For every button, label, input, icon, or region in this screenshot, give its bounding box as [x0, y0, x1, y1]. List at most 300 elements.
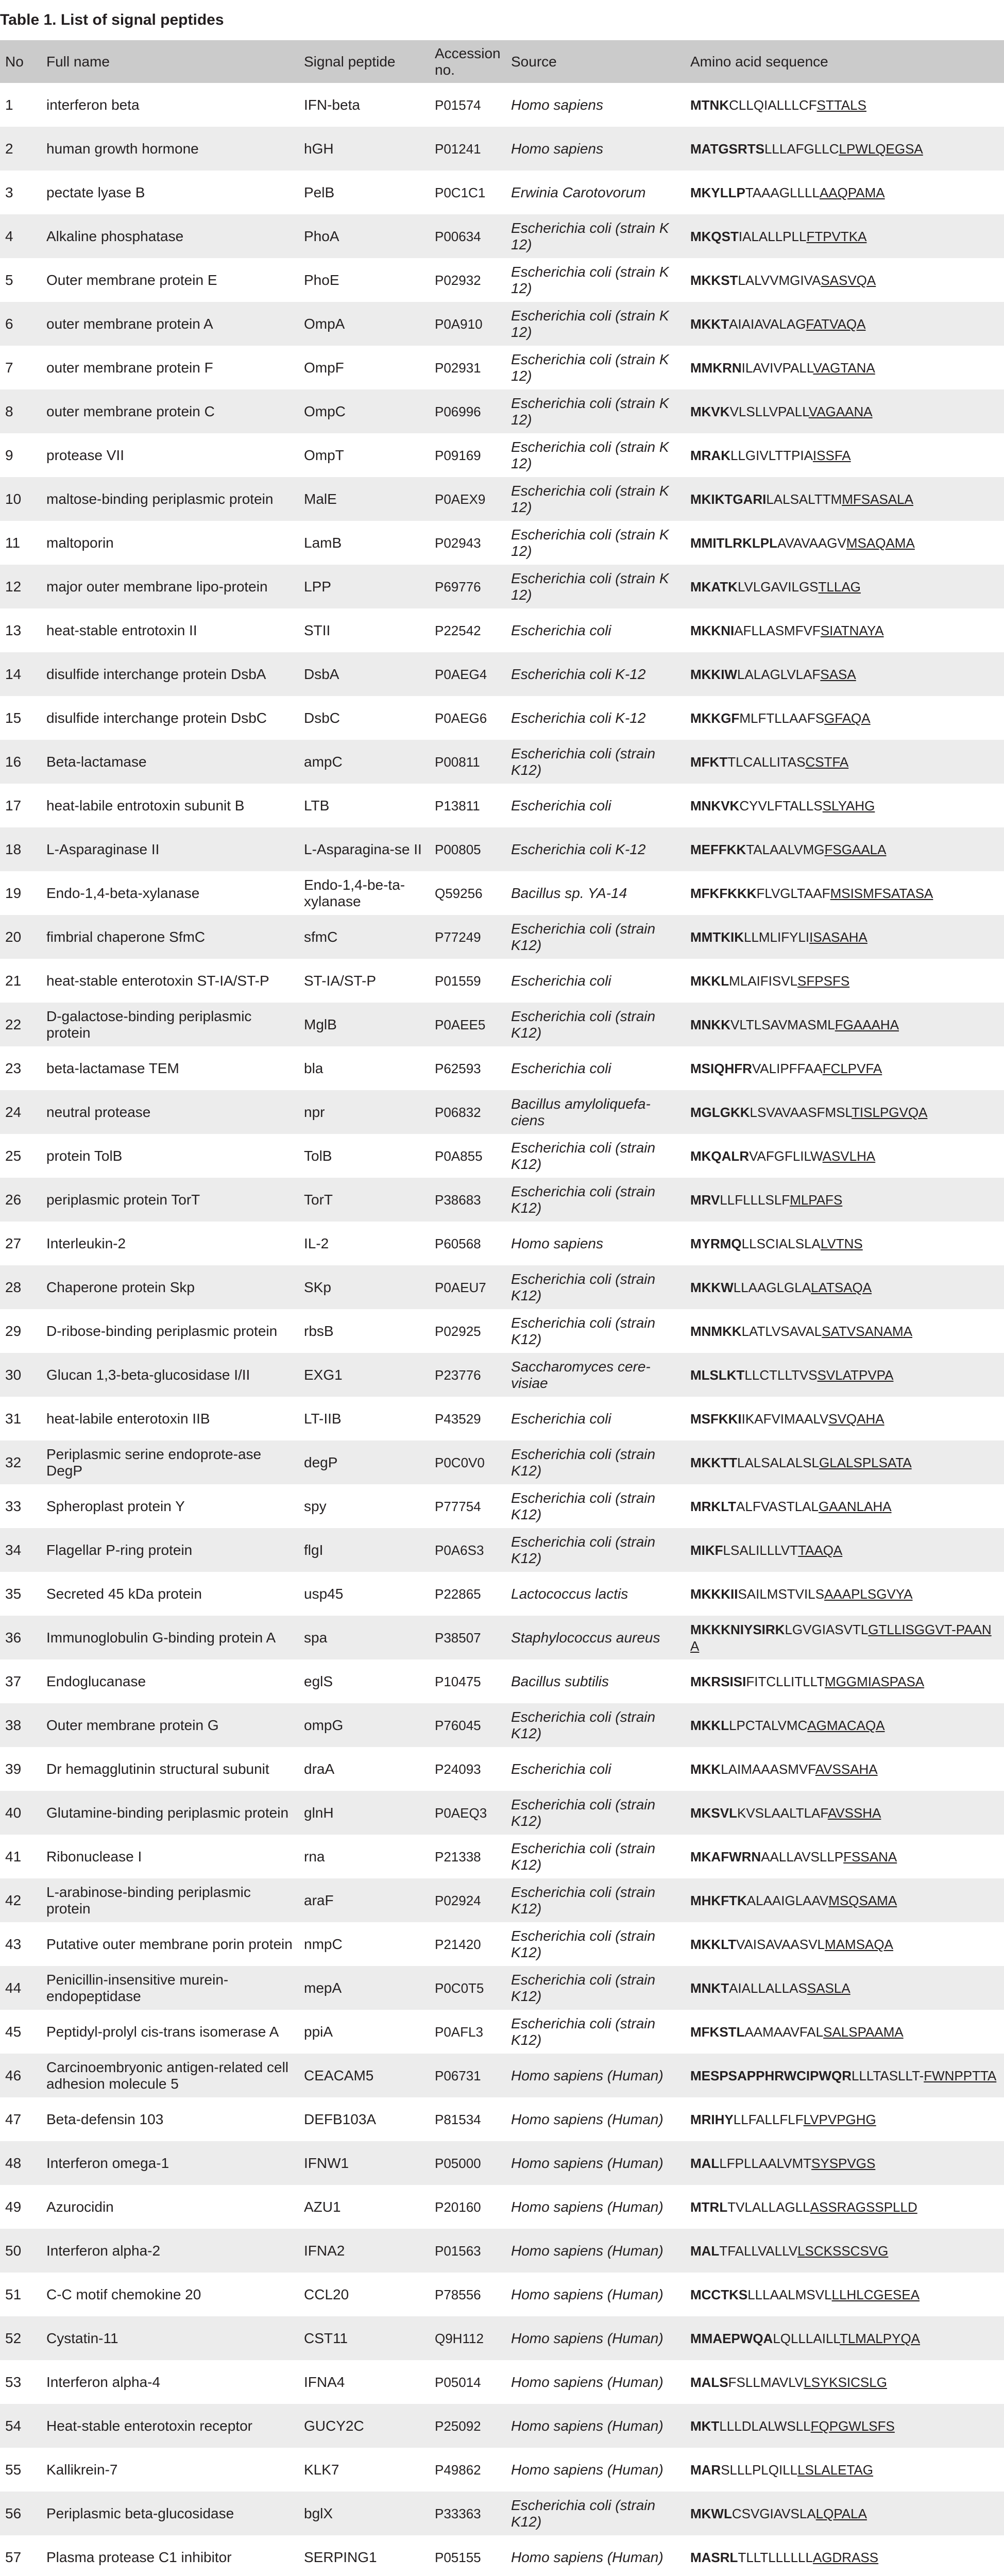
table-row	[0, 83, 1004, 127]
cell-full-name: Outer membrane protein G	[46, 1717, 219, 1733]
cell-number: 6	[5, 315, 13, 332]
cell-sequence	[685, 1484, 1004, 1528]
cell-signal-peptide: sfmC	[304, 928, 338, 945]
cell-number: 23	[5, 1060, 22, 1076]
seq-h-region: LALSALALSL	[737, 1454, 819, 1470]
cell-full-name: heat-stable entrotoxin II	[46, 622, 197, 638]
cell-signal-peptide: KLK7	[304, 2461, 339, 2478]
cell-source: Escherichia coli (strain K12)	[511, 1139, 656, 1172]
table-row	[0, 1046, 1004, 1090]
col-header-sequence: Amino acid sequence	[690, 53, 828, 70]
seq-h-region: LSALILLLVT	[723, 1542, 798, 1558]
seq-n-region: MASRL	[690, 2549, 738, 2565]
cell-accession: P25092	[435, 2418, 481, 2434]
cell-number: 40	[5, 1804, 22, 1821]
table-body	[0, 83, 1004, 2576]
col-header-source: Source	[511, 53, 557, 70]
seq-c-region: LLHLCGESEA	[831, 2286, 920, 2302]
cell-number: 45	[5, 2023, 22, 2040]
seq-h-region: LFPLLAALVMT	[719, 2155, 812, 2171]
seq-h-region: TLCALLITAS	[727, 754, 806, 770]
cell-accession: P22865	[435, 1586, 481, 1602]
cell-source: Escherichia coli (strain K12)	[511, 745, 656, 778]
seq-h-region: IKAFVIMAALV	[741, 1411, 829, 1427]
seq-h-region: VALIPFFAA	[752, 1060, 823, 1076]
seq-h-region: LSVAVAASFMSL	[750, 1104, 852, 1120]
seq-n-region: MNKVK	[690, 798, 740, 814]
cell-signal-peptide: bla	[304, 1060, 324, 1076]
table-caption: Table 1. List of signal peptides	[0, 11, 224, 28]
cell-number: 13	[5, 622, 22, 638]
cell-full-name: Glutamine-binding periplasmic protein	[46, 1804, 289, 1821]
cell-number: 39	[5, 1760, 22, 1777]
seq-n-region: MKKKII	[690, 1586, 738, 1602]
cell-sequence	[685, 171, 1004, 214]
cell-number: 38	[5, 1717, 22, 1733]
cell-accession: P62593	[435, 1060, 481, 1076]
cell-number: 57	[5, 2549, 22, 2565]
seq-c-region: GTLLISGGVT-PAANA	[690, 1621, 992, 1654]
seq-n-region: MFKSTL	[690, 2024, 745, 2040]
cell-signal-peptide: DsbA	[304, 666, 339, 682]
cell-sequence	[685, 477, 1004, 521]
cell-accession: P0AFL3	[435, 2024, 483, 2040]
cell-sequence	[685, 1178, 1004, 1222]
seq-c-region: SALSPAAMA	[823, 2024, 904, 2040]
cell-number: 49	[5, 2198, 22, 2215]
cell-accession: P0AEU7	[435, 1279, 486, 1295]
seq-c-region: VAGAANA	[808, 403, 873, 419]
cell-full-name: Chaperone protein Skp	[46, 1279, 195, 1295]
cell-number: 43	[5, 1936, 22, 1952]
cell-sequence	[685, 2010, 1004, 2054]
cell-source: Bacillus sp. YA-14	[511, 885, 627, 901]
seq-n-region: MEFFKK	[690, 841, 746, 857]
cell-signal-peptide: CCL20	[304, 2286, 349, 2302]
seq-h-region: LLAAGLGLA	[733, 1279, 811, 1295]
seq-n-region: MIKF	[690, 1542, 723, 1558]
cell-full-name: D-ribose-binding periplasmic protein	[46, 1323, 278, 1339]
cell-source: Bacillus subtilis	[511, 1673, 609, 1689]
cell-number: 5	[5, 272, 13, 288]
cell-source: Escherichia coli	[511, 1760, 611, 1777]
cell-sequence	[685, 1309, 1004, 1353]
seq-c-region: STTALS	[816, 97, 866, 113]
seq-h-region: LALVVMGIVA	[738, 272, 821, 288]
table-row	[0, 652, 1004, 696]
cell-full-name: disulfide interchange protein DsbC	[46, 709, 267, 726]
seq-c-region: GAANLAHA	[818, 1498, 892, 1514]
cell-full-name: Interleukin-2	[46, 1235, 126, 1251]
seq-h-region: LALAGLVLAF	[737, 666, 821, 682]
cell-signal-peptide: TorT	[304, 1191, 333, 1208]
seq-n-region: MLSLKT	[690, 1367, 745, 1383]
cell-accession: P77249	[435, 929, 481, 945]
cell-full-name: outer membrane protein C	[46, 403, 215, 419]
cell-signal-peptide: TolB	[304, 1147, 332, 1164]
cell-signal-peptide: OmpA	[304, 315, 345, 332]
seq-n-region: MRKLT	[690, 1498, 737, 1514]
cell-number: 48	[5, 2155, 22, 2171]
seq-n-region: MCCTKS	[690, 2286, 748, 2302]
seq-n-region: MKKL	[690, 1717, 729, 1733]
seq-n-region: MYRMQ	[690, 1235, 742, 1251]
seq-h-region: LLFALLFLF	[733, 2111, 804, 2127]
seq-c-region: MSAQAMA	[846, 535, 915, 551]
seq-h-region: TALAALVMG	[746, 841, 825, 857]
cell-accession: P0AEE5	[435, 1016, 486, 1032]
seq-c-region: FATVAQA	[806, 316, 866, 332]
seq-h-region: CLLQIALLLCF	[729, 97, 817, 113]
seq-h-region: LAIMAAASMVF	[721, 1761, 815, 1777]
table-row	[0, 2010, 1004, 2054]
cell-accession: P05000	[435, 2155, 481, 2171]
seq-c-region: AGDRASS	[812, 2549, 879, 2565]
cell-source: Homo sapiens (Human)	[511, 2461, 663, 2478]
table-row	[0, 959, 1004, 1003]
seq-c-region: TISLPGVQA	[852, 1104, 928, 1120]
cell-signal-peptide: nmpC	[304, 1936, 343, 1952]
cell-number: 1	[5, 96, 13, 113]
cell-sequence	[685, 258, 1004, 302]
cell-accession: P0A855	[435, 1148, 483, 1164]
cell-full-name: Penicillin-insensitive murein-endopeptidase	[46, 1971, 229, 2004]
cell-number: 53	[5, 2374, 22, 2390]
cell-accession: P01241	[435, 141, 481, 157]
cell-accession: P21420	[435, 1936, 481, 1952]
cell-accession: P00805	[435, 841, 481, 857]
cell-full-name: disulfide interchange protein DsbA	[46, 666, 266, 682]
cell-accession: P0C1C1	[435, 184, 486, 200]
cell-sequence	[685, 1222, 1004, 1265]
cell-source: Homo sapiens	[511, 96, 603, 113]
cell-sequence	[685, 1835, 1004, 1878]
seq-h-region: KVSLAALTLAF	[737, 1805, 828, 1821]
cell-number: 25	[5, 1147, 22, 1164]
cell-number: 32	[5, 1454, 22, 1470]
seq-c-region: SASVQA	[821, 272, 876, 288]
cell-number: 9	[5, 447, 13, 463]
cell-full-name: outer membrane protein F	[46, 359, 213, 376]
table-row	[0, 1659, 1004, 1703]
seq-h-region: LLSCIALSLA	[741, 1235, 821, 1251]
cell-signal-peptide: rna	[304, 1848, 325, 1865]
table-row	[0, 1966, 1004, 2010]
cell-accession: P23776	[435, 1367, 481, 1383]
cell-signal-peptide: CEACAM5	[304, 2067, 374, 2083]
cell-number: 7	[5, 359, 13, 376]
seq-n-region: MTNK	[690, 97, 729, 113]
cell-sequence	[685, 1265, 1004, 1309]
table-row	[0, 871, 1004, 915]
cell-sequence	[685, 871, 1004, 915]
cell-accession: P0AEX9	[435, 491, 486, 507]
seq-h-region: CSVGIAVSLA	[731, 2505, 816, 2521]
cell-source: Escherichia coli (strain K12)	[511, 2497, 656, 2530]
seq-n-region: MTRL	[690, 2199, 728, 2215]
table-row	[0, 2448, 1004, 2492]
cell-source: Escherichia coli (strain K12)	[511, 1489, 656, 1522]
cell-accession: P0A910	[435, 316, 483, 332]
seq-n-region: MKKNI	[690, 622, 735, 638]
table-row	[0, 1309, 1004, 1353]
cell-sequence	[685, 127, 1004, 171]
cell-sequence	[685, 1791, 1004, 1835]
seq-h-region: VLSLLVPALL	[729, 403, 809, 419]
seq-h-region: TAAAGLLLL	[745, 184, 820, 200]
cell-sequence	[685, 1616, 1004, 1659]
seq-h-region: SLLLPLQILL	[721, 2462, 798, 2478]
seq-n-region: MKKLT	[690, 1936, 737, 1952]
cell-signal-peptide: SERPING1	[304, 2549, 377, 2565]
cell-source: Homo sapiens (Human)	[511, 2286, 663, 2302]
cell-number: 54	[5, 2417, 22, 2434]
cell-full-name: human growth hormone	[46, 140, 199, 157]
cell-signal-peptide: IFNA4	[304, 2374, 345, 2390]
cell-accession: P06996	[435, 403, 481, 419]
cell-sequence	[685, 1090, 1004, 1134]
cell-number: 4	[5, 228, 13, 244]
cell-number: 3	[5, 184, 13, 200]
cell-sequence	[685, 2316, 1004, 2360]
cell-full-name: Heat-stable enterotoxin receptor	[46, 2417, 252, 2434]
seq-h-region: LATLVSAVAL	[741, 1323, 822, 1339]
seq-h-region: ILAVIVPALL	[741, 360, 813, 376]
seq-n-region: MHKFTK	[690, 1892, 747, 1908]
table-row	[0, 2185, 1004, 2229]
cell-source: Homo sapiens	[511, 140, 603, 157]
cell-signal-peptide: PhoE	[304, 272, 339, 288]
table-row	[0, 1178, 1004, 1222]
cell-sequence	[685, 959, 1004, 1003]
cell-signal-peptide: OmpF	[304, 359, 344, 376]
table-row	[0, 477, 1004, 521]
seq-n-region: MKKW	[690, 1279, 734, 1295]
cell-source: Escherichia coli	[511, 1410, 611, 1427]
table-row	[0, 127, 1004, 171]
cell-source: Escherichia coli (strain K 12)	[511, 482, 669, 515]
table-row	[0, 1747, 1004, 1791]
cell-accession: P02925	[435, 1323, 481, 1339]
cell-accession: P69776	[435, 579, 481, 595]
seq-c-region: MSISMFSATASA	[830, 885, 933, 901]
seq-c-region: SFPSFS	[797, 973, 850, 989]
cell-signal-peptide: LTB	[304, 797, 330, 814]
cell-accession: P06731	[435, 2067, 481, 2083]
seq-c-region: LSLALETAG	[797, 2462, 874, 2478]
cell-signal-peptide: draA	[304, 1760, 335, 1777]
cell-sequence	[685, 1046, 1004, 1090]
table-row	[0, 2360, 1004, 2404]
table-row	[0, 1265, 1004, 1309]
cell-full-name: Periplasmic serine endoprote-ase DegP	[46, 1446, 262, 1479]
seq-c-region: MAMSAQA	[825, 1936, 893, 1952]
table-row	[0, 2273, 1004, 2316]
cell-source: Homo sapiens (Human)	[511, 2155, 663, 2171]
seq-n-region: MKQALR	[690, 1148, 750, 1164]
table-row	[0, 1528, 1004, 1572]
cell-full-name: heat-labile entrotoxin subunit B	[46, 797, 245, 814]
seq-h-region: AIAIAVALAG	[729, 316, 806, 332]
cell-sequence	[685, 346, 1004, 389]
cell-signal-peptide: AZU1	[304, 2198, 341, 2215]
seq-n-region: MFKFKKK	[690, 885, 757, 901]
cell-full-name: L-Asparaginase II	[46, 841, 160, 857]
cell-number: 17	[5, 797, 22, 814]
cell-full-name: Interferon omega-1	[46, 2155, 169, 2171]
cell-accession: Q59256	[435, 885, 483, 901]
cell-full-name: interferon beta	[46, 96, 140, 113]
cell-number: 12	[5, 578, 22, 595]
cell-signal-peptide: npr	[304, 1104, 325, 1120]
cell-sequence	[685, 915, 1004, 959]
seq-n-region: MSFKKI	[690, 1411, 742, 1427]
cell-source: Escherichia coli K-12	[511, 709, 646, 726]
seq-c-region: SASA	[820, 666, 856, 682]
cell-number: 16	[5, 753, 22, 770]
cell-signal-peptide: DEFB103A	[304, 2111, 377, 2127]
table-row	[0, 258, 1004, 302]
cell-accession: P01574	[435, 97, 481, 113]
cell-number: 44	[5, 1979, 22, 1996]
seq-h-region: MLAIFISVL	[729, 973, 798, 989]
cell-number: 26	[5, 1191, 22, 1208]
col-header-accession: Accession no.	[435, 45, 501, 78]
cell-signal-peptide: L-Asparagina-se II	[304, 841, 422, 857]
cell-accession: P24093	[435, 1761, 481, 1777]
cell-number: 11	[5, 534, 21, 551]
table-row	[0, 2097, 1004, 2141]
cell-full-name: Cystatin-11	[46, 2330, 118, 2346]
cell-sequence	[685, 652, 1004, 696]
cell-accession: P0C0V0	[435, 1454, 485, 1470]
cell-number: 37	[5, 1673, 22, 1689]
seq-c-region: TLLAG	[818, 579, 861, 595]
cell-number: 56	[5, 2505, 22, 2521]
cell-signal-peptide: MglB	[304, 1016, 337, 1032]
cell-full-name: outer membrane protein A	[46, 315, 213, 332]
cell-accession: P02931	[435, 360, 481, 376]
cell-source: Escherichia coli (strain K12)	[511, 1708, 656, 1741]
cell-signal-peptide: degP	[304, 1454, 338, 1470]
seq-h-region: LLLDLALWSLL	[719, 2418, 811, 2434]
cell-signal-peptide: IL-2	[304, 1235, 329, 1251]
seq-c-region: TAAQA	[798, 1542, 843, 1558]
table-row	[0, 1616, 1004, 1659]
cell-source: Escherichia coli	[511, 622, 611, 638]
seq-c-region: SASLA	[807, 1980, 850, 1996]
seq-n-region: MKRSISI	[690, 1673, 746, 1689]
cell-signal-peptide: bglX	[304, 2505, 333, 2521]
seq-c-region: AVSSAHA	[815, 1761, 878, 1777]
cell-sequence	[685, 740, 1004, 784]
cell-full-name: D-galactose-binding periplasmic protein	[46, 1008, 252, 1041]
cell-accession: P33363	[435, 2505, 481, 2521]
seq-n-region: MKKIW	[690, 666, 737, 682]
cell-number: 2	[5, 140, 13, 157]
seq-n-region: MKATK	[690, 579, 738, 595]
cell-source: Escherichia coli (strain K12)	[511, 2015, 656, 2048]
cell-signal-peptide: flgI	[304, 1541, 324, 1558]
table-row	[0, 521, 1004, 565]
cell-accession: P10475	[435, 1673, 481, 1689]
cell-full-name: periplasmic protein TorT	[46, 1191, 200, 1208]
cell-signal-peptide: spy	[304, 1498, 327, 1514]
cell-source: Escherichia coli (strain K 12)	[511, 351, 669, 384]
cell-signal-peptide: mepA	[304, 1979, 342, 1996]
header-row	[0, 40, 1004, 83]
cell-full-name: Kallikrein-7	[46, 2461, 118, 2478]
cell-sequence	[685, 1353, 1004, 1397]
seq-n-region: MMTKIK	[690, 929, 744, 945]
seq-n-region: MKQST	[690, 228, 739, 244]
cell-source: Homo sapiens (Human)	[511, 2374, 663, 2390]
cell-source: Escherichia coli K-12	[511, 841, 646, 857]
table-row	[0, 214, 1004, 258]
col-header-no: No	[5, 53, 24, 70]
cell-accession: P13811	[435, 798, 480, 814]
seq-h-region: LLMLIFYLI	[743, 929, 810, 945]
seq-c-region: AVSSHA	[827, 1805, 881, 1821]
cell-number: 28	[5, 1279, 22, 1295]
seq-h-region: VAFGFLILW	[749, 1148, 823, 1164]
cell-sequence	[685, 1397, 1004, 1440]
cell-number: 52	[5, 2330, 22, 2346]
seq-h-region: LALSALTTM	[766, 491, 842, 507]
seq-n-region: MFKT	[690, 754, 728, 770]
seq-h-region: LLCTLLTVS	[744, 1367, 818, 1383]
cell-source: Escherichia coli	[511, 797, 611, 814]
cell-source: Escherichia coli (strain K12)	[511, 1533, 656, 1566]
cell-full-name: Outer membrane protein E	[46, 272, 217, 288]
seq-h-region: LQLLLAILL	[773, 2330, 840, 2346]
cell-signal-peptide: LamB	[304, 534, 342, 551]
seq-c-region: SLYAHG	[822, 798, 875, 814]
seq-n-region: MRAK	[690, 447, 730, 463]
table-row	[0, 346, 1004, 389]
cell-full-name: Putative outer membrane porin protein	[46, 1936, 293, 1952]
cell-accession: P81534	[435, 2111, 481, 2127]
cell-sequence	[685, 1003, 1004, 1046]
cell-source: Escherichia coli (strain K 12)	[511, 307, 669, 340]
cell-number: 22	[5, 1016, 22, 1032]
table-row	[0, 1440, 1004, 1484]
cell-number: 31	[5, 1410, 22, 1427]
cell-accession: P49862	[435, 2462, 481, 2478]
table-row	[0, 433, 1004, 477]
seq-n-region: MGLGKK	[690, 1104, 750, 1120]
cell-accession: P05155	[435, 2549, 481, 2565]
cell-full-name: Ribonuclease I	[46, 1848, 142, 1865]
seq-c-region: LSCKSSCSVG	[797, 2243, 889, 2259]
seq-c-region: FSGAALA	[824, 841, 887, 857]
seq-h-region: LPCTALVMC	[729, 1717, 808, 1733]
cell-signal-peptide: PhoA	[304, 228, 339, 244]
table-row	[0, 696, 1004, 740]
cell-sequence	[685, 1966, 1004, 2010]
cell-accession: P77754	[435, 1498, 481, 1514]
seq-c-region: AAAPLSGVYA	[824, 1586, 913, 1602]
seq-n-region: MKKGF	[690, 710, 740, 726]
cell-signal-peptide: spa	[304, 1629, 328, 1646]
cell-number: 20	[5, 928, 22, 945]
seq-n-region: MAR	[690, 2462, 721, 2478]
seq-c-region: SVLATPVPA	[817, 1367, 894, 1383]
table-row	[0, 915, 1004, 959]
seq-c-region: LQPALA	[815, 2505, 867, 2521]
cell-number: 46	[5, 2067, 22, 2083]
cell-signal-peptide: OmpT	[304, 447, 344, 463]
